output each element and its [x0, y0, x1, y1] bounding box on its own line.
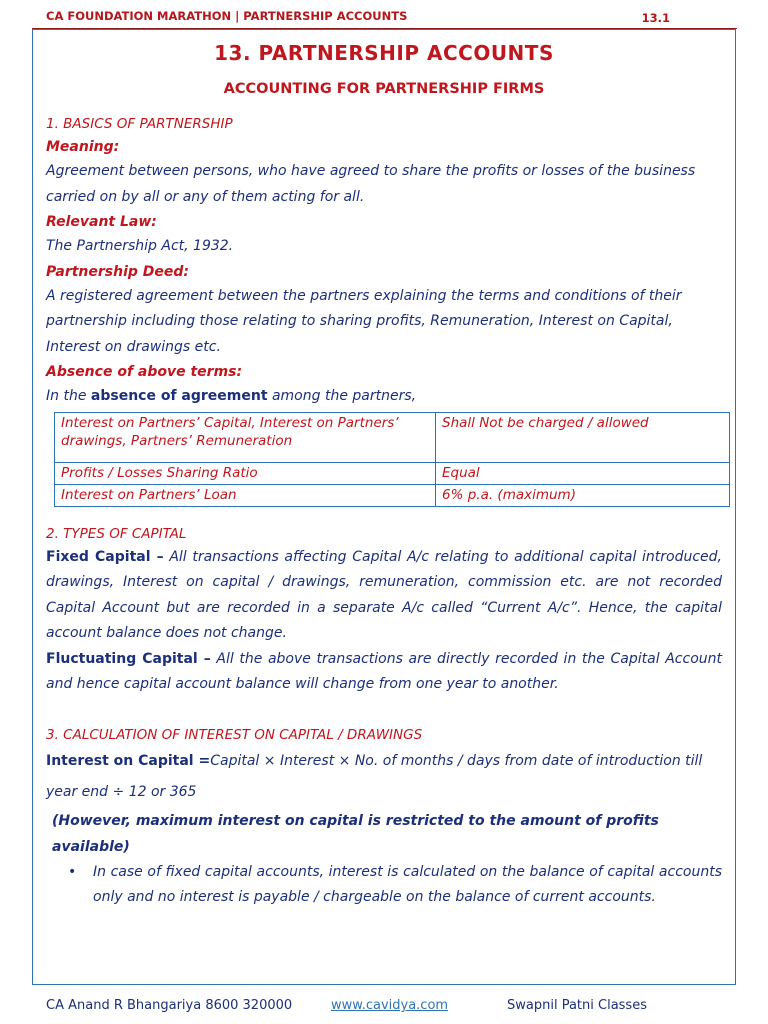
table-cell-term: Interest on Partners’ Capital, Interest on Partners’ drawings, Partners’ Remuneration [55, 412, 436, 462]
table-cell-rule: Shall Not be charged / allowed [436, 412, 730, 462]
page-number: 13.1 [641, 11, 670, 25]
bullet-icon: • [68, 863, 77, 880]
formula-label: Interest on Capital = [46, 752, 211, 769]
section-3-heading: 3. CALCULATION OF INTEREST ON CAPITAL / DRAWINGS [46, 726, 423, 743]
table-cell-term: Profits / Losses Sharing Ratio [55, 462, 436, 484]
footer-author: CA Anand R Bhangariya 8600 320000 [46, 998, 293, 1013]
relevant-law-label: Relevant Law: [46, 214, 157, 230]
fluctuating-capital-label: Fluctuating Capital – [46, 650, 211, 667]
table-cell-term: Interest on Partners’ Loan [55, 484, 436, 506]
absence-pre: In the [46, 388, 91, 404]
fixed-capital-label: Fixed Capital – [46, 548, 164, 565]
chapter-subtitle: ACCOUNTING FOR PARTNERSHIP FIRMS [223, 81, 545, 97]
meaning-label: Meaning: [46, 139, 120, 155]
absence-post: among the partners, [267, 388, 417, 404]
interest-formula [46, 746, 722, 808]
running-header: CA FOUNDATION MARATHON | PARTNERSHIP ACCOUNTS [46, 9, 408, 23]
footer-classes: Swapnil Patni Classes [507, 998, 647, 1013]
table-row [55, 412, 730, 462]
section-1-heading: 1. BASICS OF PARTNERSHIP [46, 116, 233, 132]
absence-rules-table [54, 412, 730, 507]
section-2-heading: 2. TYPES OF CAPITAL [46, 525, 187, 542]
table-cell-rule: Equal [436, 462, 730, 484]
list-item [68, 860, 722, 910]
partnership-deed-text: A registered agreement between the partners explaining the terms and conditions of their partnership including those relating to sharing profits, Remuneration, Interest on Capital, Interest on drawings etc. [46, 287, 682, 355]
table-cell-rule: 6% p.a. (maximum) [436, 484, 730, 506]
page-content [46, 39, 722, 910]
table-row [55, 484, 730, 506]
relevant-law-text: The Partnership Act, 1932. [46, 238, 234, 254]
partnership-deed-label: Partnership Deed: [46, 263, 190, 280]
meaning-text: Agreement between persons, who have agreed to share the profits or losses of the business carried on by all or any of them acting for all. [46, 163, 696, 205]
absence-text [46, 384, 722, 410]
fixed-capital-desc: All transactions affecting Capital A/c relating to additional capital introduced, drawings, Interest on capital / drawings, remuneration, commission etc. are not recorded Capital Account but are recorded in a separate A/c called “Current A/c”. Hence, the capital account balance does not change. [46, 548, 723, 641]
formula-text: Capital × Interest × No. of months / days from date of introduction till year end ÷ 12 or 365 [46, 752, 703, 800]
footer-website-link[interactable]: www.cavidya.com [331, 998, 449, 1013]
fluctuating-capital-desc: All the above transactions are directly recorded in the Capital Account and hence capital account balance will change from one year to another. [46, 650, 723, 692]
table-row [55, 462, 730, 484]
interest-note: (However, maximum interest on capital is restricted to the amount of profits available) [52, 812, 659, 855]
absence-label: Absence of above terms: [46, 364, 243, 380]
fluctuating-capital-text [46, 647, 722, 698]
bullet-text: In case of fixed capital accounts, interest is calculated on the balance of capital accounts only and no interest is payable / chargeable on the balance of current accounts. [93, 863, 722, 905]
absence-bold: absence of agreement [90, 388, 268, 404]
chapter-title: 13. PARTNERSHIP ACCOUNTS [214, 41, 554, 65]
fixed-capital-text [46, 545, 722, 647]
